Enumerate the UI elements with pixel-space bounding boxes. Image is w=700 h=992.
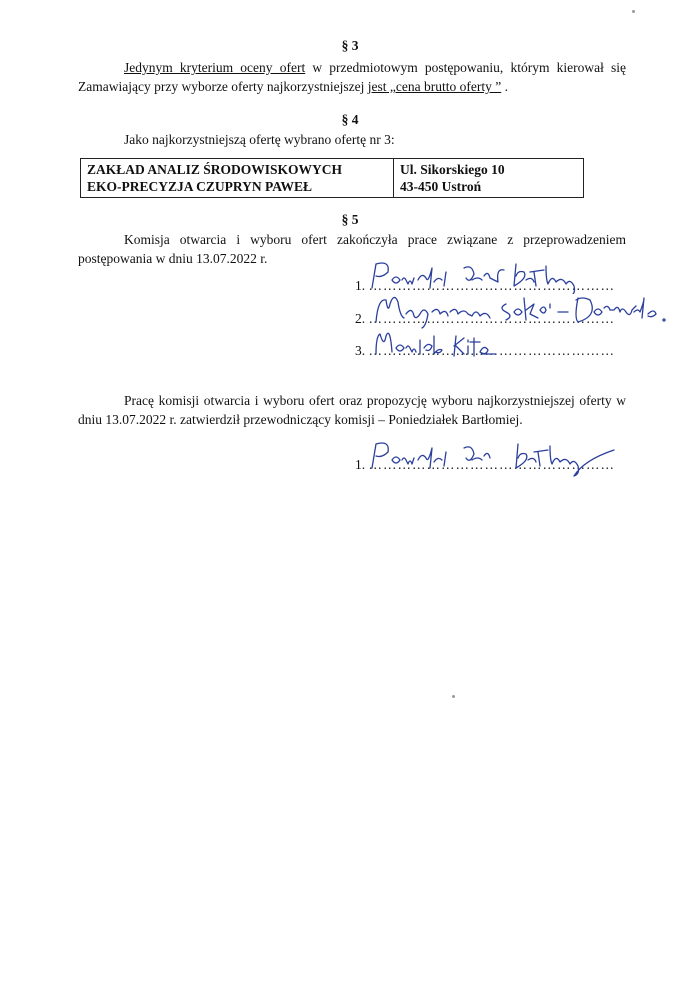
signature-number: 2.	[355, 311, 366, 326]
address-line2: 43-450 Ustroń	[400, 179, 482, 194]
scan-speck	[452, 695, 455, 698]
handwritten-signature-1	[368, 258, 598, 294]
offer-row	[81, 159, 584, 198]
handwritten-signature-2	[372, 290, 672, 330]
offer-table	[80, 158, 584, 198]
section-3-text	[78, 58, 626, 96]
signature-dots: ……………………………………………	[368, 278, 615, 293]
approval-text: Pracę komisji otwarcia i wyboru ofert oraz propozycję wyboru najkorzystniejszej oferty w dniu 13.07.2022 r. zatwierdził przewodniczący komisji – Poniedziałek Bartłomiej.	[78, 393, 626, 427]
section-5-text: Komisja otwarcia i wyboru ofert zakończyła prace związane z przeprowadzeniem postępowania w dniu 13.07.2022 r.	[78, 232, 626, 266]
section-4-heading: § 4	[341, 112, 359, 127]
criterion-underlined: Jedynym kryterium oceny ofert	[124, 60, 306, 75]
company-name-line1: ZAKŁAD ANALIZ ŚRODOWISKOWYCH	[87, 162, 343, 177]
company-name-line2: EKO-PRECYZJA CZUPRYN PAWEŁ	[87, 179, 313, 194]
price-criterion-underlined: jest „cena brutto oferty ”	[367, 79, 502, 94]
signature-dots: ……………………………………………	[368, 311, 615, 326]
signature-number: 1.	[355, 278, 366, 293]
signature-dots: ……………………………………………	[368, 343, 615, 358]
section-5-heading: § 5	[341, 212, 359, 227]
section-4-text: Jako najkorzystniejszą ofertę wybrano ofertę nr 3:	[124, 132, 395, 147]
signature-number: 1.	[355, 457, 366, 472]
section-3-heading: § 3	[341, 38, 359, 53]
address-cell	[394, 159, 584, 198]
criterion-text: w przedmiotowym postępowaniu, którym kierował się Zamawiający przy wyborze oferty najkorzystniejszej	[78, 60, 627, 94]
scan-speck	[632, 10, 635, 13]
signature-dots: ……………………………………………	[368, 457, 615, 472]
handwritten-approval-signature	[368, 438, 628, 484]
address-line1: Ul. Sikorskiego 10	[400, 162, 505, 177]
signature-number: 3.	[355, 343, 366, 358]
criterion-end: .	[501, 79, 508, 94]
company-cell	[81, 159, 394, 198]
handwritten-signature-3	[370, 330, 500, 360]
